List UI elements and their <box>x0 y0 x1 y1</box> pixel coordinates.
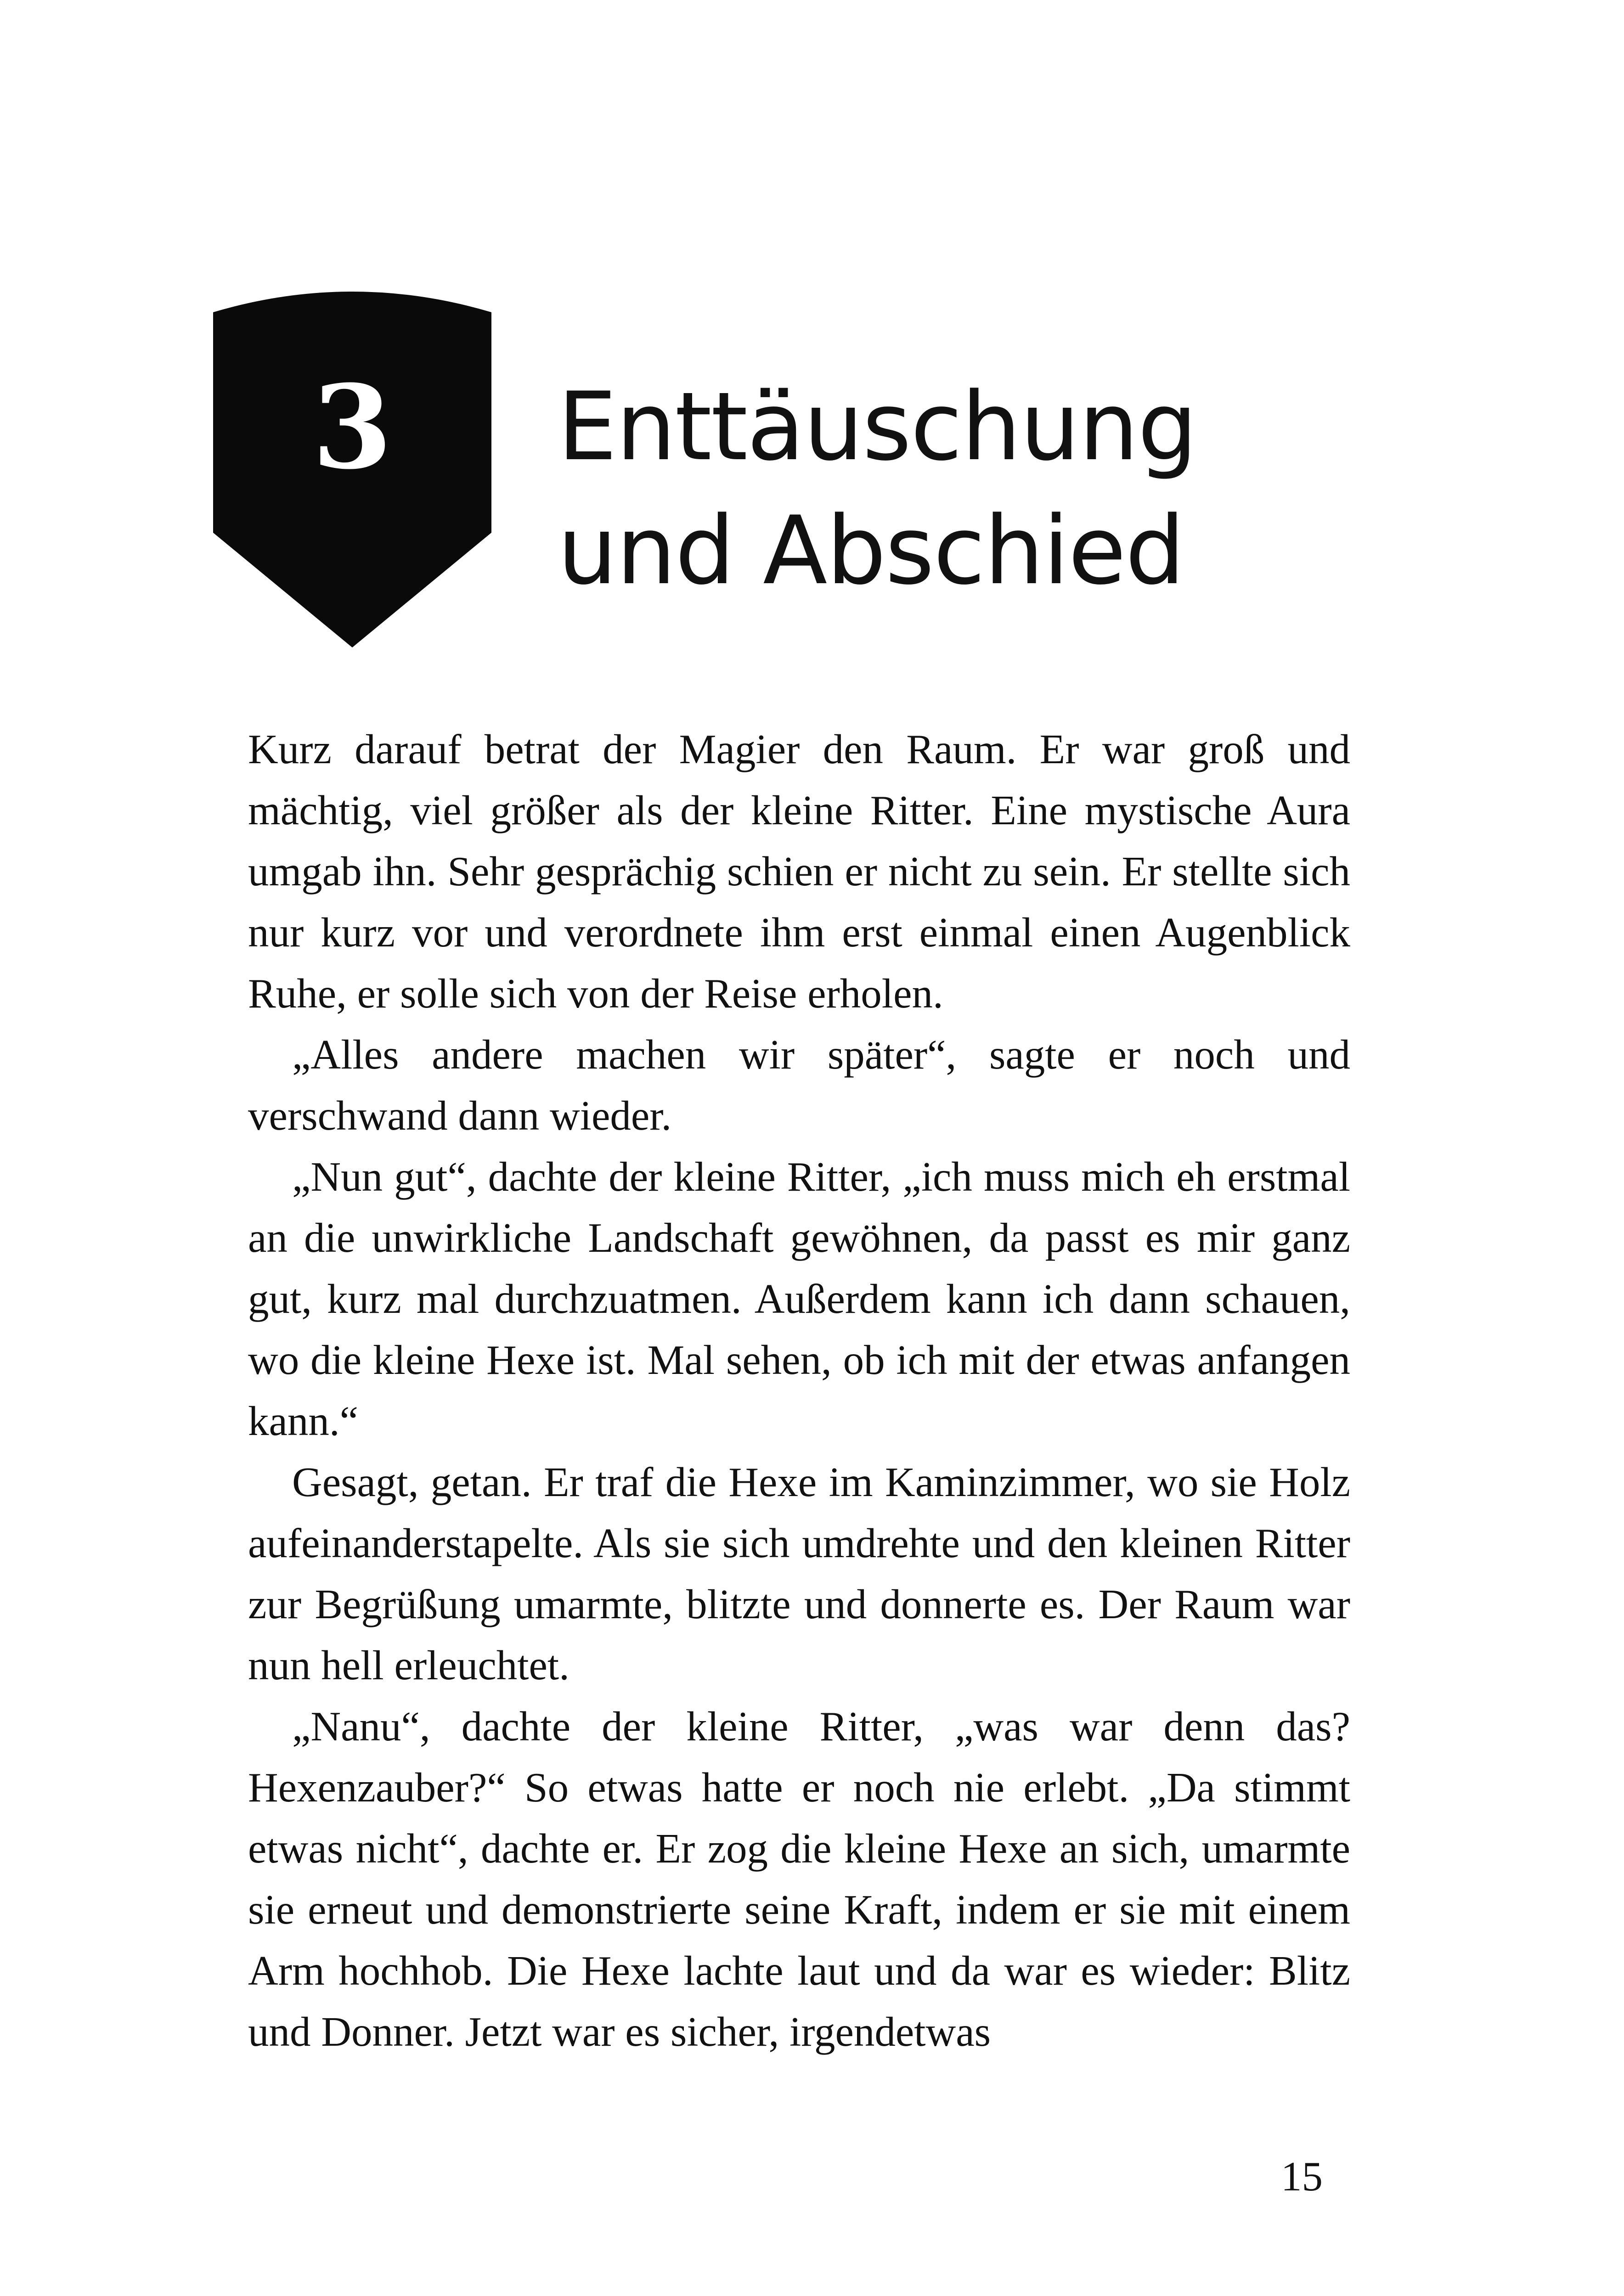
chapter-title-line-1: Enttäuschung <box>558 372 1197 482</box>
paragraph: „Alles andere machen wir später“, sagte er noch und verschwand dann wieder. <box>248 1031 1350 1139</box>
paragraph: Kurz darauf betrat der Magier den Raum. Er war groß und mächtig, viel größer als der kleine Ritter. Eine mystische Aura umgab ihn. Sehr gesprächig schien er nicht zu sein. Er stellte sich nur kurz vor und verordnete ihm erst einmal einen Augenblick Ruhe, er solle sich von der Reise erholen. <box>248 726 1350 1017</box>
paragraph: „Nun gut“, dachte der kleine Ritter, „ich muss mich eh erstmal an die unwirkliche Landschaft gewöhnen, da passt es mir ganz gut, kurz mal durchzuatmen. Außerdem kann ich dann schauen, wo die kleine Hexe ist. Mal sehen, ob ich mit der etwas anfangen kann.“ <box>248 1154 1350 1444</box>
chapter-title <box>558 365 1476 613</box>
chapter-number: 3 <box>312 360 392 495</box>
paragraph: „Nanu“, dachte der kleine Ritter, „was war denn das? Hexenzauber?“ So etwas hatte er noch nie erlebt. „Da stimmt etwas nicht“, dachte er. Er zog die kleine Hexe an sich, umarmte sie erneut und demonstrierte seine Kraft, indem er sie mit einem Arm hochhob. Die Hexe lachte laut und da war es wieder: Blitz und Donner. Jetzt war es sicher, irgendetwas <box>248 1703 1350 2055</box>
chapter-title-line-2: und Abschied <box>558 496 1184 606</box>
chapter-body <box>248 719 1350 2062</box>
paragraph: Gesagt, getan. Er traf die Hexe im Kaminzimmer, wo sie Holz aufeinanderstapelte. Als sie sich umdrehte und den kleinen Ritter zur Begrüßung umarmte, blitzte und donnerte es. Der Raum war nun hell erleuchtet. <box>248 1459 1350 1688</box>
page-number: 15 <box>1281 2153 1323 2200</box>
